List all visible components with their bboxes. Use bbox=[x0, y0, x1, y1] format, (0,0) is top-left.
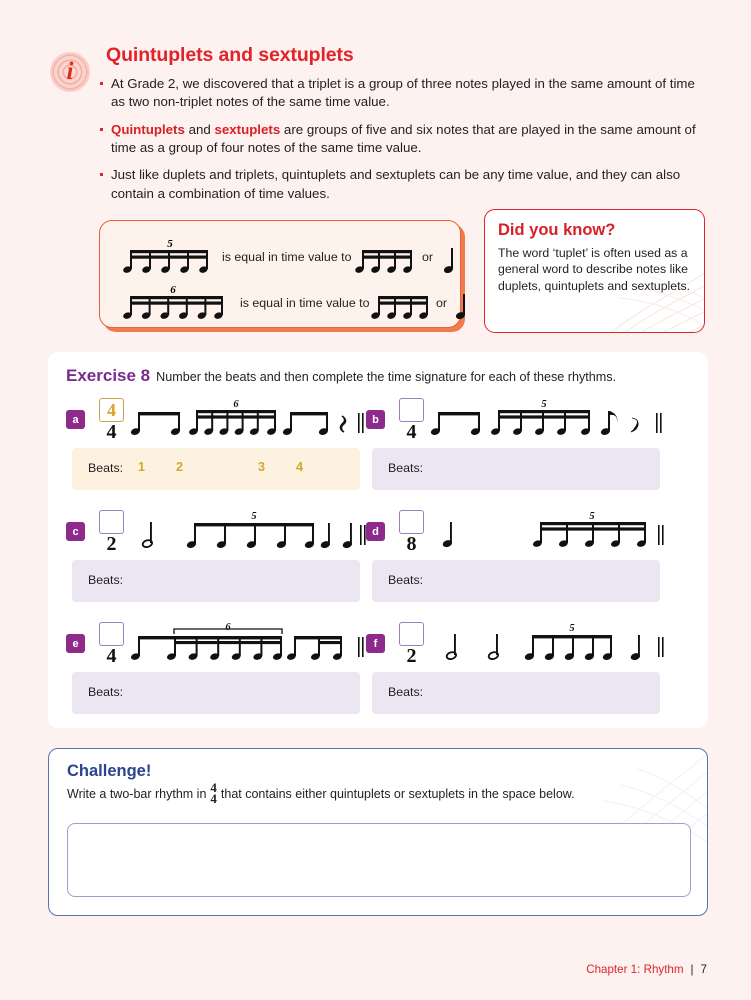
rhythm-row-f bbox=[366, 620, 666, 672]
intro-bullet-1 bbox=[100, 75, 708, 112]
beats-label-b: Beats: bbox=[388, 461, 424, 475]
keyword-term: sextuplets bbox=[214, 121, 281, 137]
rhythm-row-c bbox=[66, 508, 366, 560]
tuplet-number-label: 6 bbox=[170, 284, 176, 296]
info-icon-glyph: i bbox=[66, 58, 74, 85]
bullet-text: Just like duplets and triplets, quintuplets and sextuplets can be any time value, and they can also contain a combination of time values. bbox=[111, 167, 681, 201]
challenge-text-before: Write a two-bar rhythm in bbox=[67, 786, 207, 801]
rhythm-row-a bbox=[66, 396, 366, 448]
bullet-text: At Grade 2, we discovered that a triplet is a group of three notes played in the same amount of time as two non-triplet notes of the same time value. bbox=[111, 76, 695, 110]
info-icon bbox=[50, 52, 90, 92]
question-letter-a: a bbox=[66, 410, 85, 429]
time-signature-top-input-b[interactable] bbox=[399, 398, 424, 422]
question-cell-a bbox=[66, 396, 366, 475]
example-equals-text-1: is equal in time value to bbox=[222, 250, 352, 264]
rhythm-row-d bbox=[366, 508, 666, 560]
beats-answer-b[interactable] bbox=[372, 448, 660, 490]
challenge-time-signature bbox=[210, 780, 217, 806]
four-sixteenths-notation-2 bbox=[372, 281, 434, 325]
example-row-quintuplet bbox=[100, 233, 460, 277]
footer-page-number: 7 bbox=[700, 963, 707, 976]
challenge-ts-top: 4 bbox=[210, 780, 217, 795]
rhythm-notation-c bbox=[132, 508, 366, 560]
beat-number-a-1: 1 bbox=[138, 460, 146, 474]
time-signature-top-input-f[interactable] bbox=[399, 622, 424, 646]
did-you-know-title: Did you know? bbox=[498, 221, 616, 239]
challenge-text-after: that contains either quintuplets or sextuplets in the space below. bbox=[220, 786, 575, 801]
tuplet-number-e: 6 bbox=[225, 622, 231, 633]
question-cell-f bbox=[366, 620, 666, 699]
rhythm-notation-e bbox=[132, 620, 366, 672]
rhythm-row-b bbox=[366, 396, 666, 448]
example-or-text-2: or bbox=[436, 296, 448, 310]
question-cell-c bbox=[66, 508, 366, 587]
beats-answer-c[interactable] bbox=[72, 560, 360, 602]
beats-label-a: Beats: bbox=[88, 461, 124, 475]
rhythm-notation-f bbox=[432, 620, 666, 672]
question-cell-d bbox=[366, 508, 666, 587]
rhythm-notation-d bbox=[432, 508, 666, 560]
intro-bullet-list bbox=[100, 75, 708, 203]
time-signature-bottom-e: 4 bbox=[106, 644, 117, 667]
intro-bullet-2 bbox=[100, 121, 708, 158]
question-letter-f: f bbox=[366, 634, 385, 653]
exercise-header bbox=[66, 366, 616, 386]
tuplet-number-d: 5 bbox=[589, 511, 595, 522]
time-signature-top-input-d[interactable] bbox=[399, 510, 424, 534]
question-letter-e: e bbox=[66, 634, 85, 653]
tuplet-number-c: 5 bbox=[251, 511, 257, 522]
exercise-panel bbox=[48, 352, 708, 728]
four-sixteenths-notation-1 bbox=[356, 235, 418, 279]
beats-answer-a[interactable] bbox=[72, 448, 360, 490]
rhythm-notation-b bbox=[432, 396, 666, 448]
question-letter-c: c bbox=[66, 522, 85, 541]
bullet-text: and bbox=[184, 121, 215, 137]
exercise-title: Exercise 8 bbox=[66, 366, 151, 385]
beats-label-f: Beats: bbox=[388, 685, 424, 699]
time-signature-d[interactable] bbox=[398, 508, 430, 556]
bullet-text: are groups of five and six notes that are played in the same amount of time as a group of four notes of the same time value. bbox=[111, 121, 696, 156]
beats-answer-d[interactable] bbox=[372, 560, 660, 602]
challenge-title: Challenge! bbox=[67, 762, 152, 780]
time-signature-e[interactable] bbox=[98, 620, 130, 668]
did-you-know-box bbox=[484, 209, 705, 333]
beats-label-d: Beats: bbox=[388, 573, 424, 587]
rhythm-notation-a bbox=[132, 396, 366, 448]
page-footer bbox=[586, 963, 707, 976]
rhythm-row-e bbox=[66, 620, 366, 672]
tuplet-number-b: 5 bbox=[541, 399, 547, 410]
tuplet-number-f: 5 bbox=[569, 623, 575, 634]
challenge-ts-bottom: 4 bbox=[210, 790, 217, 806]
example-box bbox=[99, 220, 461, 328]
question-cell-b bbox=[366, 396, 666, 475]
question-cell-e bbox=[66, 620, 366, 699]
time-signature-a[interactable] bbox=[98, 396, 130, 444]
example-row-sextuplet bbox=[100, 279, 460, 323]
question-letter-d: d bbox=[366, 522, 385, 541]
tuplet-number-a: 6 bbox=[233, 399, 239, 410]
time-signature-c[interactable] bbox=[98, 508, 130, 556]
intro-section bbox=[48, 44, 708, 212]
time-signature-bottom-f: 2 bbox=[406, 644, 417, 667]
did-you-know-body: The word ‘tuplet’ is often used as a general word to describe notes like duplets, quintuplets and sextuplets. bbox=[498, 246, 691, 293]
challenge-box bbox=[48, 748, 708, 916]
beats-label-e: Beats: bbox=[88, 685, 124, 699]
example-equals-text-2: is equal in time value to bbox=[240, 296, 370, 310]
question-letter-b: b bbox=[366, 410, 385, 429]
time-signature-b[interactable] bbox=[398, 396, 430, 444]
time-signature-bottom-d: 8 bbox=[406, 532, 417, 555]
quintuplet-notation bbox=[118, 235, 238, 279]
beat-number-a-3: 3 bbox=[258, 460, 266, 474]
time-signature-top-input-c[interactable] bbox=[99, 510, 124, 534]
exercise-instruction: Number the beats and then complete the time signature for each of these rhythms. bbox=[156, 370, 617, 384]
intro-bullet-3 bbox=[100, 166, 708, 203]
beats-answer-e[interactable] bbox=[72, 672, 360, 714]
beat-number-a-4: 4 bbox=[296, 460, 304, 474]
footer-chapter: Chapter 1: Rhythm bbox=[586, 963, 684, 976]
time-signature-bottom-b: 4 bbox=[406, 420, 417, 443]
beats-label-c: Beats: bbox=[88, 573, 124, 587]
time-signature-top-input-a[interactable]: 4 bbox=[99, 398, 124, 422]
footer-separator: | bbox=[690, 963, 694, 976]
challenge-answer-area[interactable] bbox=[67, 823, 691, 897]
beat-number-a-2: 2 bbox=[176, 460, 184, 474]
time-signature-bottom-c: 2 bbox=[106, 532, 117, 555]
quarter-note-icon-1 bbox=[440, 235, 466, 279]
keyword-term: Quintuplets bbox=[111, 121, 185, 137]
quarter-note-icon-2 bbox=[452, 281, 478, 325]
time-signature-top-input-e[interactable] bbox=[99, 622, 124, 646]
beats-answer-f[interactable] bbox=[372, 672, 660, 714]
time-signature-bottom-a: 4 bbox=[106, 420, 117, 443]
tuplet-number-label: 5 bbox=[167, 238, 173, 250]
sextuplet-notation bbox=[118, 281, 248, 325]
page-title: Quintuplets and sextuplets bbox=[106, 44, 354, 66]
example-or-text-1: or bbox=[422, 250, 434, 264]
time-signature-f[interactable] bbox=[398, 620, 430, 668]
